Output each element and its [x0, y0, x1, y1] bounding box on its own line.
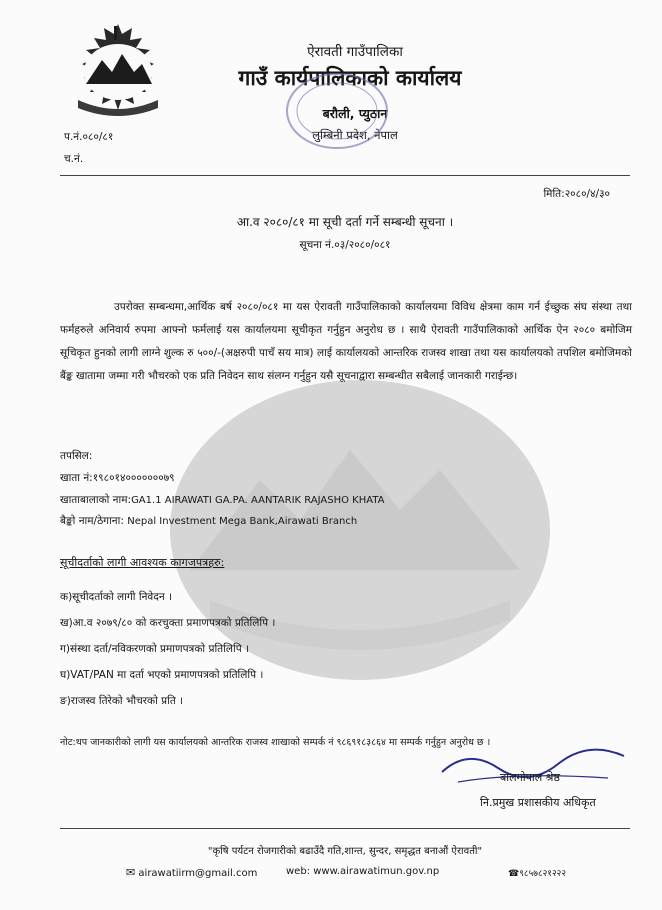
phone-icon: ☎ [508, 869, 520, 879]
letter-date: मिति:२०८०/४/३० [543, 188, 610, 200]
account-name: GA1.1 AIRAWATI GA.PA. AANTARIK RAJASHO KHATA [131, 495, 385, 506]
header-divider [60, 175, 630, 176]
bank-name: Nepal Investment Mega Bank,Airawati Branch [127, 516, 358, 527]
office-place: बरौली, प्युठान [322, 106, 388, 121]
footer-slogan: "कृषि पर्यटन रोजगारीको बढाउँदै गति,शान्त, सुन्दर, समृद्धत बनाऔं ऐरावती" [207, 846, 483, 857]
dispatch-number: च.नं. [64, 153, 84, 165]
signatory-name: बालगोपाल श्रेष्ठ [500, 771, 560, 784]
mail-icon: ✉ [126, 866, 136, 879]
document-item: ङ)राजस्व तिरेको भौचरको प्रति । [60, 695, 184, 707]
footer-web: web: www.airawatimun.gov.np [286, 866, 440, 877]
office-province: लुम्बिनी प्रदेश, नेपाल [312, 128, 398, 142]
document-item: ग)संस्था दर्ता/नविकरणको प्रमाणपत्रको प्रतिलिपि । [60, 643, 249, 655]
government-emblem [62, 20, 174, 124]
bank-label: बैङ्को नाम/ठेगाना: [60, 515, 124, 527]
footer-email: airawatiirm@gmail.com [138, 868, 258, 879]
account-name-label: खाताबालाको नाम: [60, 494, 132, 506]
document-item: घ)VAT/PAN मा दर्ता भएको प्रमाणपत्रको प्रतिलिपि । [60, 669, 264, 681]
footer-phone: ९८५७८२१२२२ [519, 869, 567, 879]
signatory-title: नि.प्रमुख प्रशासकीय अधिकृत [480, 796, 596, 809]
details-heading: तपसिल: [60, 450, 93, 462]
documents-heading: सूचीदर्ताको लागी आवश्यक कागजपत्रहरु: [60, 556, 225, 569]
letter-body: उपरोक्त सम्बन्धमा,आर्थिक बर्ष २०८०/०८१ मा यस ऐरावती गाउँपालिकाको कार्यालयमा विविध क्षेत्रमा काम गर्न ईच्छुक संघ संस्था तथा फर्महरुले अनिवार्य रुपमा आफ्नो फर्मलाई यस कार्यालयमा सूचीकृत गर्नुहुन अनुरोध छ । साथै ऐरावती गाउँपालिकाको आर्थिक ऐन २०८० बमोजिम सूचिकृत हुनको लागी लाग्ने शुल्क रु ५००/-(अक्षरुपी पाचँ सय मात्र) लाई कार्यालयको आन्तरिक राजस्व शाखा तथा यस कार्यालयको तपशिल बमोजिमको बैंङ्क खातामा जम्मा गरी भौचरको एक प्रति निवेदन साथ संलग्न गर्नुहुन यसै सूचनाद्वारा सम्बन्धीत सबैलाई जानकारी गराईन्छ। [60, 301, 632, 382]
municipality-name: ऐरावती गाउँपालिका [307, 44, 403, 60]
bank-row [60, 514, 357, 528]
account-name-row [60, 493, 385, 507]
footer-divider [60, 828, 630, 829]
footer-email-row [126, 866, 257, 879]
notice-number: सूचना नं.०३/२०८०/०८१ [299, 239, 391, 251]
document-item: क)सूचीदर्ताको लागी निवेदन । [60, 591, 172, 603]
footer-phone-row [508, 866, 566, 879]
account-number: खाता नं:१९८०१४०००००००७९ [60, 472, 175, 484]
office-stamp [284, 70, 390, 152]
document-item: ख)आ.व २०७९/८० को करचुक्ता प्रमाणपत्रको प्रतिलिपि । [60, 617, 276, 629]
office-name: गाउँ कार्यपालिकाको कार्यालय [238, 66, 462, 90]
letter-subject: आ.व २०८०/८१ मा सूची दर्ता गर्ने सम्बन्धी सूचना । [236, 215, 454, 229]
reference-number: प.नं.०८०/८१ [64, 131, 114, 143]
note: नोट:थप जानकारीको लागी यस कार्यालयको आन्तरिक राजस्व शाखाको सम्पर्क नं ९८६९१८३८६४ मा सम्पर्क गर्नुहुन अनुरोध छ । [60, 737, 491, 748]
